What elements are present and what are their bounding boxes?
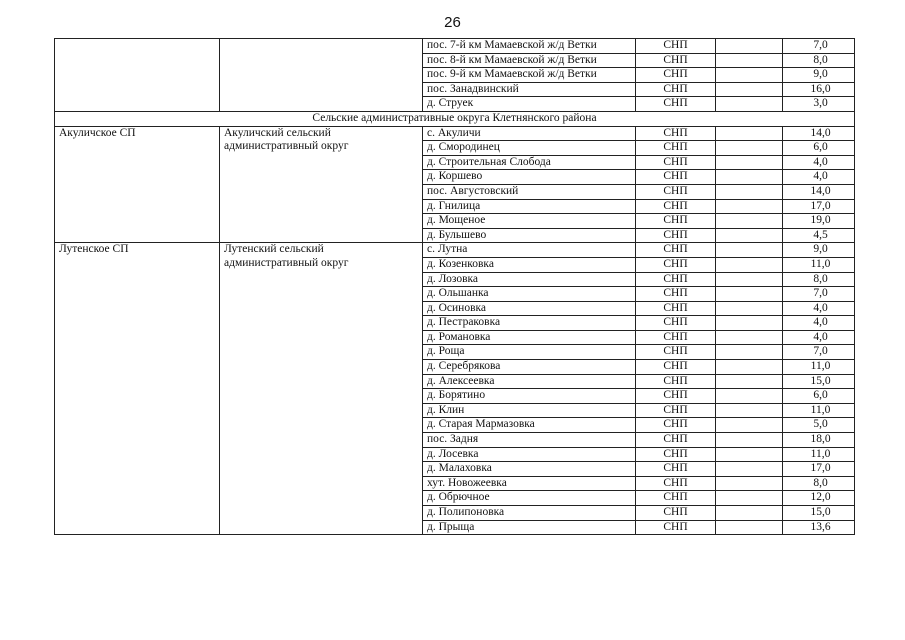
type-cell: СНП (636, 243, 716, 258)
distance-cell: 15,0 (783, 506, 855, 521)
type-cell: СНП (636, 141, 716, 156)
type-cell: СНП (636, 374, 716, 389)
extra-cell (716, 214, 783, 229)
extra-cell (716, 330, 783, 345)
place-cell: пос. 8-й км Мамаевской ж/д Ветки (423, 53, 636, 68)
extra-cell (716, 97, 783, 112)
extra-cell (716, 257, 783, 272)
extra-cell (716, 491, 783, 506)
type-cell: СНП (636, 272, 716, 287)
distance-cell: 5,0 (783, 418, 855, 433)
distance-cell: 16,0 (783, 82, 855, 97)
type-cell: СНП (636, 403, 716, 418)
distance-cell: 14,0 (783, 126, 855, 141)
distance-cell: 4,0 (783, 155, 855, 170)
extra-cell (716, 476, 783, 491)
place-cell: с. Лутна (423, 243, 636, 258)
place-cell: пос. Задня (423, 433, 636, 448)
place-cell: д. Старая Мармазовка (423, 418, 636, 433)
place-cell: хут. Новожеевка (423, 476, 636, 491)
page-number: 26 (444, 14, 461, 31)
type-cell: СНП (636, 345, 716, 360)
distance-cell: 11,0 (783, 360, 855, 375)
settlement-cell: Лутенское СП (55, 243, 220, 535)
extra-cell (716, 374, 783, 389)
distance-cell: 11,0 (783, 403, 855, 418)
place-cell: д. Гнилица (423, 199, 636, 214)
type-cell: СНП (636, 476, 716, 491)
distance-cell: 6,0 (783, 389, 855, 404)
distance-cell: 9,0 (783, 68, 855, 83)
extra-cell (716, 447, 783, 462)
type-cell: СНП (636, 447, 716, 462)
type-cell: СНП (636, 360, 716, 375)
type-cell: СНП (636, 170, 716, 185)
extra-cell (716, 68, 783, 83)
distance-cell: 17,0 (783, 199, 855, 214)
distance-cell: 4,0 (783, 316, 855, 331)
type-cell: СНП (636, 301, 716, 316)
place-cell: д. Лозовка (423, 272, 636, 287)
place-cell: д. Роща (423, 345, 636, 360)
extra-cell (716, 170, 783, 185)
place-cell: пос. Августовский (423, 184, 636, 199)
extra-cell (716, 141, 783, 156)
district-cell: Акуличский сельский административный округ (220, 126, 423, 243)
distance-cell: 18,0 (783, 433, 855, 448)
place-cell: д. Козенковка (423, 257, 636, 272)
extra-cell (716, 53, 783, 68)
distance-cell: 4,5 (783, 228, 855, 243)
extra-cell (716, 462, 783, 477)
type-cell: СНП (636, 287, 716, 302)
place-cell: д. Строительная Слобода (423, 155, 636, 170)
distance-cell: 7,0 (783, 39, 855, 54)
extra-cell (716, 39, 783, 54)
extra-cell (716, 345, 783, 360)
type-cell: СНП (636, 199, 716, 214)
extra-cell (716, 287, 783, 302)
type-cell: СНП (636, 126, 716, 141)
type-cell: СНП (636, 214, 716, 229)
extra-cell (716, 389, 783, 404)
distance-cell: 19,0 (783, 214, 855, 229)
distance-cell: 3,0 (783, 97, 855, 112)
extra-cell (716, 272, 783, 287)
type-cell: СНП (636, 389, 716, 404)
extra-cell (716, 301, 783, 316)
table-row (55, 126, 855, 141)
type-cell: СНП (636, 433, 716, 448)
place-cell: д. Ольшанка (423, 287, 636, 302)
type-cell: СНП (636, 520, 716, 535)
type-cell: СНП (636, 97, 716, 112)
distance-cell: 6,0 (783, 141, 855, 156)
extra-cell (716, 403, 783, 418)
section-title: Сельские административные округа Клетнянского района (55, 111, 855, 126)
distance-cell: 12,0 (783, 491, 855, 506)
distance-cell: 11,0 (783, 257, 855, 272)
distance-cell: 8,0 (783, 53, 855, 68)
place-cell: д. Пестраковка (423, 316, 636, 331)
distance-cell: 7,0 (783, 345, 855, 360)
place-cell: д. Алексеевка (423, 374, 636, 389)
distance-cell: 15,0 (783, 374, 855, 389)
district-cell (220, 39, 423, 112)
extra-cell (716, 126, 783, 141)
place-cell: д. Романовка (423, 330, 636, 345)
extra-cell (716, 360, 783, 375)
extra-cell (716, 184, 783, 199)
extra-cell (716, 418, 783, 433)
extra-cell (716, 506, 783, 521)
place-cell: д. Серебрякова (423, 360, 636, 375)
extra-cell (716, 243, 783, 258)
place-cell: д. Прыща (423, 520, 636, 535)
extra-cell (716, 520, 783, 535)
table-row (55, 39, 855, 54)
place-cell: д. Коршево (423, 170, 636, 185)
place-cell: пос. 9-й км Мамаевской ж/д Ветки (423, 68, 636, 83)
extra-cell (716, 433, 783, 448)
type-cell: СНП (636, 316, 716, 331)
settlement-cell: Акуличское СП (55, 126, 220, 243)
distance-cell: 8,0 (783, 272, 855, 287)
distance-cell: 4,0 (783, 301, 855, 316)
type-cell: СНП (636, 68, 716, 83)
type-cell: СНП (636, 184, 716, 199)
distance-cell: 17,0 (783, 462, 855, 477)
distance-cell: 4,0 (783, 330, 855, 345)
extra-cell (716, 155, 783, 170)
type-cell: СНП (636, 506, 716, 521)
type-cell: СНП (636, 330, 716, 345)
type-cell: СНП (636, 462, 716, 477)
distance-cell: 7,0 (783, 287, 855, 302)
place-cell: д. Смородинец (423, 141, 636, 156)
distance-cell: 4,0 (783, 170, 855, 185)
type-cell: СНП (636, 155, 716, 170)
place-cell: д. Струек (423, 97, 636, 112)
place-cell: пос. 7-й км Мамаевской ж/д Ветки (423, 39, 636, 54)
place-cell: д. Клин (423, 403, 636, 418)
type-cell: СНП (636, 82, 716, 97)
type-cell: СНП (636, 491, 716, 506)
distance-cell: 8,0 (783, 476, 855, 491)
settlement-cell (55, 39, 220, 112)
type-cell: СНП (636, 53, 716, 68)
place-cell: с. Акуличи (423, 126, 636, 141)
place-cell: д. Лосевка (423, 447, 636, 462)
distance-cell: 14,0 (783, 184, 855, 199)
type-cell: СНП (636, 228, 716, 243)
extra-cell (716, 316, 783, 331)
type-cell: СНП (636, 257, 716, 272)
district-cell: Лутенский сельский административный округ (220, 243, 423, 535)
section-header-row (55, 111, 855, 126)
place-cell: д. Бульшево (423, 228, 636, 243)
distance-cell: 9,0 (783, 243, 855, 258)
extra-cell (716, 82, 783, 97)
extra-cell (716, 199, 783, 214)
place-cell: пос. Занадвинский (423, 82, 636, 97)
place-cell: д. Малаховка (423, 462, 636, 477)
distance-cell: 11,0 (783, 447, 855, 462)
place-cell: д. Осиновка (423, 301, 636, 316)
place-cell: д. Мощеное (423, 214, 636, 229)
place-cell: д. Полипоновка (423, 506, 636, 521)
type-cell: СНП (636, 39, 716, 54)
table-row (55, 243, 855, 258)
type-cell: СНП (636, 418, 716, 433)
distance-cell: 13,6 (783, 520, 855, 535)
settlements-table (54, 38, 855, 535)
extra-cell (716, 228, 783, 243)
place-cell: д. Борятино (423, 389, 636, 404)
place-cell: д. Обрючное (423, 491, 636, 506)
